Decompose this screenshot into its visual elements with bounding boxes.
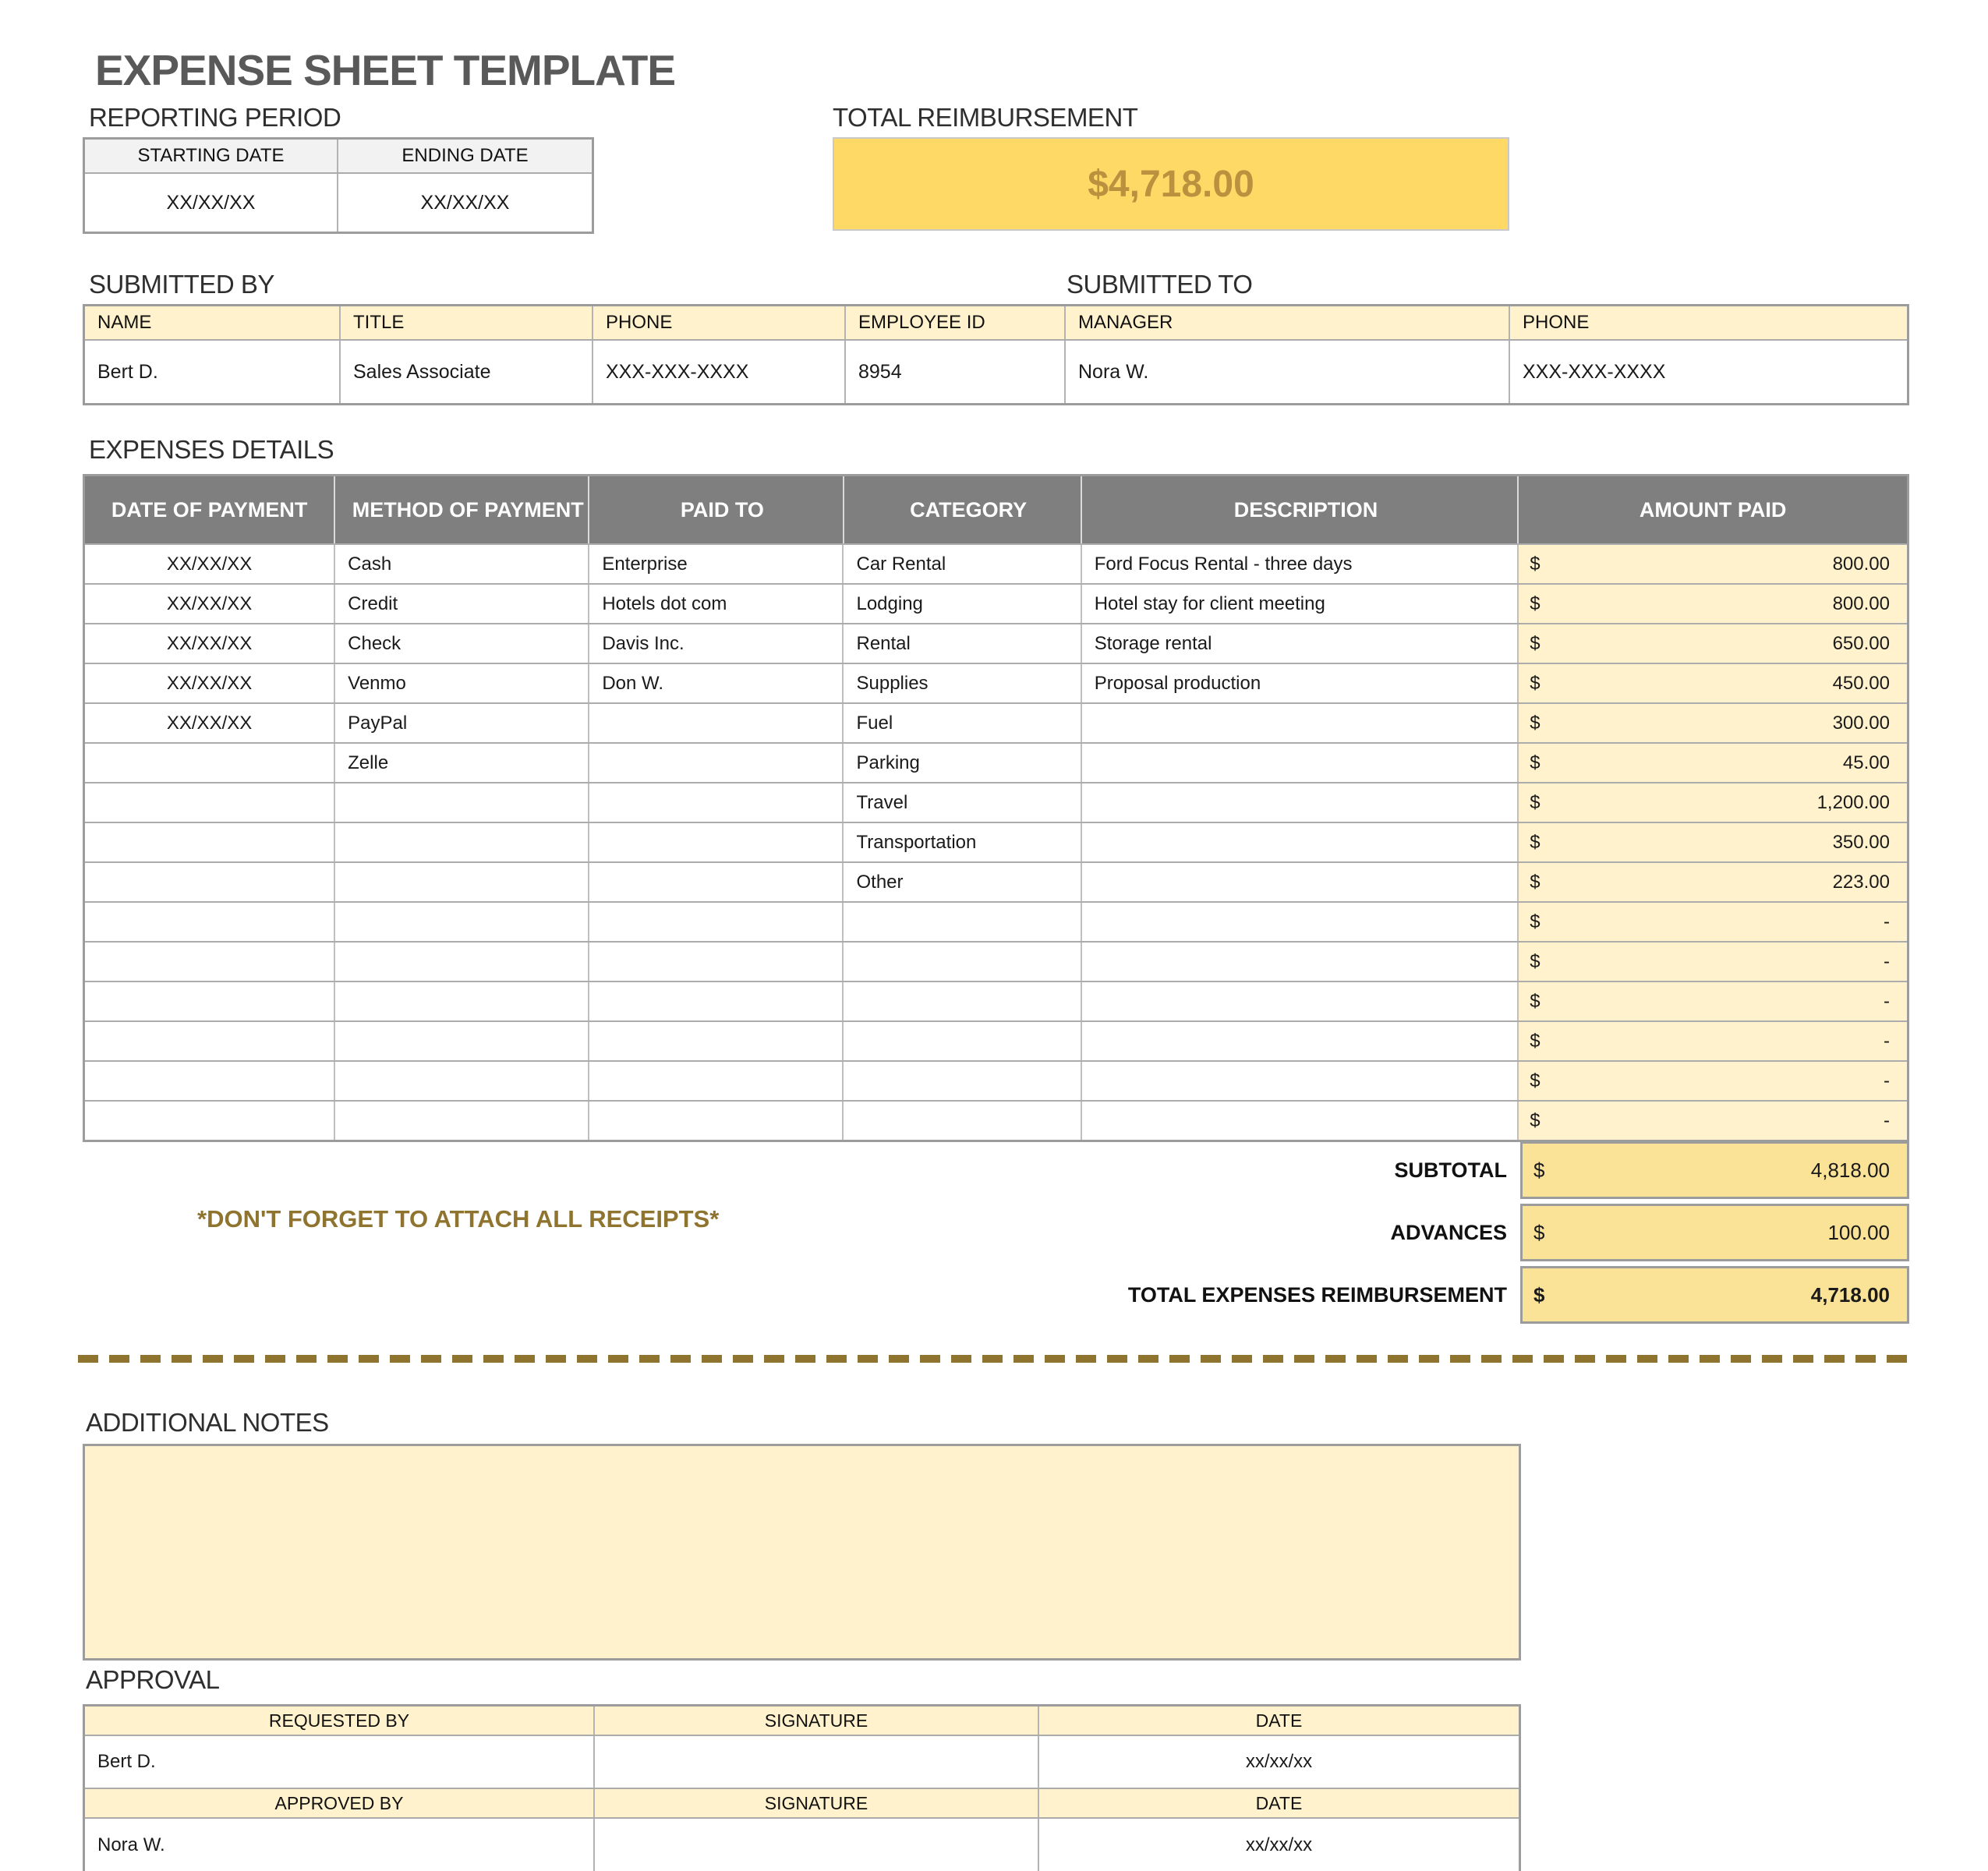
expense-rows xyxy=(85,543,1907,1140)
expense-amount-cell[interactable] xyxy=(1519,982,1907,1020)
manager-phone-header: PHONE xyxy=(1523,312,1590,333)
amount-value: 350.00 xyxy=(1832,831,1890,853)
expense-method-cell[interactable] xyxy=(335,863,589,901)
phone-cell[interactable]: XXX-XXX-XXXX xyxy=(593,341,846,403)
requested-by-date-cell[interactable]: xx/xx/xx xyxy=(1245,1751,1313,1772)
expense-date-cell[interactable] xyxy=(85,1102,335,1140)
expense-description-cell[interactable] xyxy=(1082,704,1519,742)
expense-method-cell[interactable] xyxy=(335,783,589,822)
expense-date-cell[interactable]: XX/XX/XX xyxy=(85,664,335,702)
currency-symbol: $ xyxy=(1530,553,1541,575)
signature-header: SIGNATURE xyxy=(595,1789,1039,1817)
expense-amount-cell[interactable] xyxy=(1519,943,1907,981)
submitted-header-row xyxy=(85,306,1907,341)
expense-paid-to-cell[interactable] xyxy=(589,1022,844,1060)
amount-value: - xyxy=(1883,990,1890,1012)
expense-amount-cell[interactable] xyxy=(1519,863,1907,901)
currency-symbol: $ xyxy=(1530,672,1541,694)
amount-paid-header: AMOUNT PAID xyxy=(1519,476,1907,543)
approved-by-header-row xyxy=(85,1789,1519,1819)
expense-paid-to-cell[interactable] xyxy=(589,704,844,742)
expense-method-cell[interactable]: Zelle xyxy=(335,744,589,782)
expense-description-cell[interactable] xyxy=(1082,823,1519,861)
expense-category-cell[interactable] xyxy=(844,1022,1081,1060)
requested-by-header: REQUESTED BY xyxy=(85,1707,595,1735)
approved-by-value-row xyxy=(85,1819,1519,1871)
category-header: CATEGORY xyxy=(844,476,1082,543)
currency-symbol: $ xyxy=(1530,990,1541,1012)
amount-value: - xyxy=(1883,1070,1890,1091)
expense-method-cell[interactable] xyxy=(335,1102,589,1140)
expense-date-cell[interactable] xyxy=(85,903,335,941)
expense-method-cell[interactable]: Credit xyxy=(335,585,589,623)
amount-value: 800.00 xyxy=(1832,553,1890,575)
advances-label: ADVANCES xyxy=(1390,1221,1507,1244)
expense-amount-cell[interactable] xyxy=(1519,624,1907,663)
expense-method-cell[interactable] xyxy=(335,823,589,861)
total-expenses-reimbursement-label: TOTAL EXPENSES REIMBURSEMENT xyxy=(1127,1283,1507,1307)
expense-amount-cell[interactable] xyxy=(1519,783,1907,822)
currency-symbol: $ xyxy=(1533,1220,1545,1244)
expense-method-cell[interactable] xyxy=(335,1062,589,1100)
expense-date-cell[interactable]: XX/XX/XX xyxy=(85,624,335,663)
expense-category-cell[interactable]: Travel xyxy=(844,783,1081,822)
amount-value: - xyxy=(1883,911,1890,932)
expense-category-cell[interactable]: Car Rental xyxy=(844,545,1081,583)
reporting-period-table xyxy=(83,137,594,234)
currency-symbol: $ xyxy=(1530,1109,1541,1131)
expense-description-cell[interactable] xyxy=(1082,744,1519,782)
approval-label: APPROVAL xyxy=(86,1665,220,1694)
expense-paid-to-cell[interactable]: Davis Inc. xyxy=(589,624,844,663)
currency-symbol: $ xyxy=(1530,831,1541,853)
expense-description-cell[interactable] xyxy=(1082,863,1519,901)
expense-category-cell[interactable]: Other xyxy=(844,863,1081,901)
currency-symbol: $ xyxy=(1533,1158,1545,1182)
expense-category-cell[interactable] xyxy=(844,982,1081,1020)
submitted-to-label: SUBMITTED TO xyxy=(1067,270,1253,299)
expense-paid-to-cell[interactable] xyxy=(589,863,844,901)
expense-description-cell[interactable] xyxy=(1082,982,1519,1020)
expense-amount-cell[interactable] xyxy=(1519,1022,1907,1060)
expense-category-cell[interactable]: Fuel xyxy=(844,704,1081,742)
expense-method-cell[interactable]: PayPal xyxy=(335,704,589,742)
currency-symbol: $ xyxy=(1530,1030,1541,1052)
expense-row xyxy=(85,742,1907,782)
expense-description-cell[interactable] xyxy=(1082,1022,1519,1060)
expense-category-cell[interactable]: Lodging xyxy=(844,585,1081,623)
submitted-table xyxy=(83,304,1909,405)
expense-method-cell[interactable]: Cash xyxy=(335,545,589,583)
expense-description-cell[interactable] xyxy=(1082,1062,1519,1100)
expense-date-cell[interactable] xyxy=(85,982,335,1020)
subtotal-label: SUBTOTAL xyxy=(1394,1158,1507,1182)
amount-value: 45.00 xyxy=(1842,752,1890,773)
subtotal-cell[interactable] xyxy=(1520,1141,1909,1199)
expense-description-cell[interactable] xyxy=(1082,903,1519,941)
expense-date-cell[interactable] xyxy=(85,1022,335,1060)
amount-value: 1,200.00 xyxy=(1816,791,1890,813)
expense-row xyxy=(85,1020,1907,1060)
requested-by-signature-cell[interactable] xyxy=(595,1736,1039,1788)
manager-phone-cell[interactable]: XXX-XXX-XXXX xyxy=(1523,360,1666,383)
currency-symbol: $ xyxy=(1530,1070,1541,1091)
approved-by-signature-cell[interactable] xyxy=(595,1819,1039,1871)
currency-symbol: $ xyxy=(1530,752,1541,773)
expense-description-cell[interactable]: Proposal production xyxy=(1082,664,1519,702)
ending-date-cell[interactable]: XX/XX/XX xyxy=(420,191,510,214)
expense-date-cell[interactable] xyxy=(85,783,335,822)
expense-date-cell[interactable] xyxy=(85,863,335,901)
amount-value: - xyxy=(1883,1030,1890,1052)
currency-symbol: $ xyxy=(1530,950,1541,972)
approved-by-date-cell[interactable]: xx/xx/xx xyxy=(1245,1834,1313,1855)
expense-method-cell[interactable] xyxy=(335,943,589,981)
amount-value: 650.00 xyxy=(1832,632,1890,654)
expense-row xyxy=(85,583,1907,623)
amount-value: 800.00 xyxy=(1832,592,1890,614)
expense-category-cell[interactable] xyxy=(844,1062,1081,1100)
expense-paid-to-cell[interactable] xyxy=(589,823,844,861)
currency-symbol: $ xyxy=(1530,632,1541,654)
expense-row xyxy=(85,702,1907,742)
expense-paid-to-cell[interactable]: Hotels dot com xyxy=(589,585,844,623)
submitted-by-label: SUBMITTED BY xyxy=(89,270,274,299)
currency-symbol: $ xyxy=(1530,712,1541,734)
expense-paid-to-cell[interactable]: Enterprise xyxy=(589,545,844,583)
expense-amount-cell[interactable] xyxy=(1519,704,1907,742)
advances-amount: 100.00 xyxy=(1827,1220,1890,1244)
expense-date-cell[interactable] xyxy=(85,823,335,861)
expense-row xyxy=(85,543,1907,583)
expenses-details-label: EXPENSES DETAILS xyxy=(89,435,334,464)
approval-table xyxy=(83,1704,1521,1871)
approved-by-name-cell[interactable]: Nora W. xyxy=(85,1819,595,1871)
expense-category-cell[interactable] xyxy=(844,1102,1081,1140)
expense-row xyxy=(85,861,1907,901)
expense-paid-to-cell[interactable] xyxy=(589,1062,844,1100)
expense-amount-cell[interactable] xyxy=(1519,744,1907,782)
expense-description-cell[interactable] xyxy=(1082,943,1519,981)
expense-date-cell[interactable] xyxy=(85,744,335,782)
date-of-payment-header: DATE OF PAYMENT xyxy=(85,476,335,543)
phone-header: PHONE xyxy=(593,306,846,339)
advances-cell[interactable] xyxy=(1520,1204,1909,1261)
expense-row xyxy=(85,782,1907,822)
expenses-header-row xyxy=(85,476,1907,543)
expense-date-cell[interactable]: XX/XX/XX xyxy=(85,704,335,742)
expense-amount-cell[interactable] xyxy=(1519,664,1907,702)
expense-description-cell[interactable]: Storage rental xyxy=(1082,624,1519,663)
employee-id-header: EMPLOYEE ID xyxy=(846,306,1066,339)
total-amount: 4,718.00 xyxy=(1810,1282,1890,1307)
expense-category-cell[interactable]: Parking xyxy=(844,744,1081,782)
expense-category-cell[interactable]: Supplies xyxy=(844,664,1081,702)
expense-description-cell[interactable] xyxy=(1082,783,1519,822)
title-cell[interactable]: Sales Associate xyxy=(341,341,593,403)
page-title: EXPENSE SHEET TEMPLATE xyxy=(95,46,676,94)
expense-category-cell[interactable] xyxy=(844,943,1081,981)
currency-symbol: $ xyxy=(1530,871,1541,893)
expense-row xyxy=(85,1060,1907,1100)
date-header: DATE xyxy=(1255,1792,1303,1813)
expense-category-cell[interactable]: Transportation xyxy=(844,823,1081,861)
expense-amount-cell[interactable] xyxy=(1519,585,1907,623)
starting-date-cell[interactable]: XX/XX/XX xyxy=(85,174,338,232)
expense-date-cell[interactable] xyxy=(85,943,335,981)
expense-row xyxy=(85,1100,1907,1140)
expense-row xyxy=(85,663,1907,702)
expense-row xyxy=(85,623,1907,663)
amount-value: - xyxy=(1883,950,1890,972)
expense-category-cell[interactable] xyxy=(844,903,1081,941)
dashed-divider xyxy=(78,1355,1910,1363)
expense-paid-to-cell[interactable] xyxy=(589,783,844,822)
expense-paid-to-cell[interactable] xyxy=(589,903,844,941)
expense-category-cell[interactable]: Rental xyxy=(844,624,1081,663)
title-header: TITLE xyxy=(341,306,593,339)
receipts-note: *DON'T FORGET TO ATTACH ALL RECEIPTS* xyxy=(197,1205,720,1233)
manager-cell[interactable]: Nora W. xyxy=(1066,341,1510,403)
reporting-period-label: REPORTING PERIOD xyxy=(89,103,341,132)
total-expenses-reimbursement-cell[interactable] xyxy=(1520,1266,1909,1324)
requested-by-header-row xyxy=(85,1707,1519,1736)
paid-to-header: PAID TO xyxy=(589,476,844,543)
method-of-payment-header: METHOD OF PAYMENT xyxy=(335,476,589,543)
requested-by-value-row xyxy=(85,1736,1519,1789)
amount-value: - xyxy=(1883,1109,1890,1131)
reporting-period-value-row xyxy=(85,174,592,232)
employee-id-cell[interactable]: 8954 xyxy=(846,341,1066,403)
approved-by-header: APPROVED BY xyxy=(85,1789,595,1817)
amount-value: 450.00 xyxy=(1832,672,1890,694)
signature-header: SIGNATURE xyxy=(595,1707,1039,1735)
expense-row xyxy=(85,941,1907,981)
expense-paid-to-cell[interactable] xyxy=(589,943,844,981)
expense-method-cell[interactable] xyxy=(335,903,589,941)
expense-method-cell[interactable] xyxy=(335,982,589,1020)
expense-date-cell[interactable] xyxy=(85,1062,335,1100)
subtotal-amount: 4,818.00 xyxy=(1810,1158,1890,1182)
expense-date-cell[interactable]: XX/XX/XX xyxy=(85,545,335,583)
currency-symbol: $ xyxy=(1533,1282,1545,1307)
requested-by-name-cell[interactable]: Bert D. xyxy=(85,1736,595,1788)
currency-symbol: $ xyxy=(1530,911,1541,932)
starting-date-header: STARTING DATE xyxy=(85,140,338,172)
expenses-table xyxy=(83,474,1909,1142)
expense-description-cell[interactable] xyxy=(1082,1102,1519,1140)
expense-paid-to-cell[interactable]: Don W. xyxy=(589,664,844,702)
amount-value: 223.00 xyxy=(1832,871,1890,893)
expense-date-cell[interactable]: XX/XX/XX xyxy=(85,585,335,623)
expense-row xyxy=(85,981,1907,1020)
ending-date-header: ENDING DATE xyxy=(401,145,529,166)
expense-method-cell[interactable]: Venmo xyxy=(335,664,589,702)
date-header: DATE xyxy=(1255,1710,1303,1731)
expense-amount-cell[interactable] xyxy=(1519,1102,1907,1140)
submitted-value-row xyxy=(85,341,1907,403)
manager-header: MANAGER xyxy=(1066,306,1510,339)
name-header: NAME xyxy=(85,306,341,339)
expense-row xyxy=(85,901,1907,941)
expense-paid-to-cell[interactable] xyxy=(589,1102,844,1140)
expense-amount-cell[interactable] xyxy=(1519,823,1907,861)
description-header: DESCRIPTION xyxy=(1082,476,1519,543)
expense-amount-cell[interactable] xyxy=(1519,1062,1907,1100)
expense-paid-to-cell[interactable] xyxy=(589,744,844,782)
reporting-period-header-row xyxy=(85,140,592,174)
expense-method-cell[interactable]: Check xyxy=(335,624,589,663)
expense-method-cell[interactable] xyxy=(335,1022,589,1060)
expense-row xyxy=(85,822,1907,861)
expense-paid-to-cell[interactable] xyxy=(589,982,844,1020)
amount-value: 300.00 xyxy=(1832,712,1890,734)
expense-description-cell[interactable]: Hotel stay for client meeting xyxy=(1082,585,1519,623)
currency-symbol: $ xyxy=(1530,592,1541,614)
name-cell[interactable]: Bert D. xyxy=(85,341,341,403)
expense-amount-cell[interactable] xyxy=(1519,903,1907,941)
currency-symbol: $ xyxy=(1530,791,1541,813)
total-reimbursement-label: TOTAL REIMBURSEMENT xyxy=(833,103,1138,132)
additional-notes-box[interactable] xyxy=(83,1444,1521,1661)
total-reimbursement-amount[interactable]: $4,718.00 xyxy=(833,137,1509,231)
additional-notes-label: ADDITIONAL NOTES xyxy=(86,1408,329,1437)
expense-amount-cell[interactable] xyxy=(1519,545,1907,583)
expense-description-cell[interactable]: Ford Focus Rental - three days xyxy=(1082,545,1519,583)
